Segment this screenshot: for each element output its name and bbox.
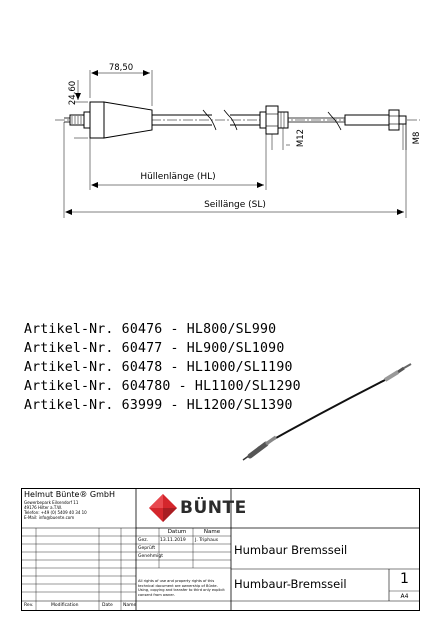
dimension-78-50 bbox=[90, 63, 152, 106]
address-line-2: 49176 Hilter a.T.W. bbox=[24, 505, 62, 510]
article-line-5: Artikel-Nr. 63999 - HL1200/SL1390 bbox=[24, 398, 293, 413]
article-line-2: Artikel-Nr. 60477 - HL900/SL1090 bbox=[24, 341, 285, 356]
row-gen: Genehmigt bbox=[138, 554, 163, 559]
date-label: Date bbox=[102, 603, 113, 608]
brand-name: BÜNTE bbox=[180, 498, 247, 518]
drawing-subtitle: Humbaur-Bremsseil bbox=[234, 577, 347, 591]
dim-78-text: 78,50 bbox=[108, 63, 134, 73]
m8-text: M8 bbox=[412, 131, 422, 145]
rights-notice: All rights of use and property rights of this technical document are ownership of Bünte. Using, copying and transfer to third only explicit consent from owner. bbox=[138, 579, 225, 597]
name-label: Name bbox=[123, 603, 137, 608]
phone-text: Telefon: +49 (0) 5409 40 34 10 bbox=[24, 510, 87, 515]
rev-label: Rev. bbox=[24, 603, 34, 608]
email-text: E-Mail: info@buente.com bbox=[24, 515, 75, 520]
article-line-3: Artikel-Nr. 60478 - HL1000/SL1190 bbox=[24, 360, 293, 375]
break-mark-cable bbox=[328, 112, 341, 130]
cable-right-end bbox=[345, 110, 406, 130]
col-datum: Datum bbox=[167, 529, 187, 535]
paper-format: A4 bbox=[400, 593, 409, 600]
modification-label: Modification bbox=[51, 603, 79, 608]
company-name: Helmut Bünte® GmbH bbox=[24, 490, 116, 499]
gez-date: 13.11.2019 bbox=[160, 538, 186, 543]
dim-24-text: 24,60 bbox=[68, 80, 78, 106]
dimension-hull-length bbox=[90, 134, 266, 190]
article-line-4: Artikel-Nr. 604780 - HL1100/SL1290 bbox=[24, 379, 301, 394]
gez-name: J. Triphaus bbox=[195, 538, 219, 543]
article-list bbox=[24, 320, 301, 415]
dimension-24-60 bbox=[68, 80, 88, 138]
m12-text: M12 bbox=[296, 128, 306, 148]
cable-length-label: Seillänge (SL) bbox=[204, 200, 266, 210]
row-gez: Gez. bbox=[138, 538, 149, 543]
row-gepr: Geprüft bbox=[138, 546, 156, 551]
col-name: Name bbox=[203, 529, 221, 535]
hull-length-label: Hüllenlänge (HL) bbox=[140, 172, 216, 182]
article-line-1: Artikel-Nr. 60476 - HL800/SL990 bbox=[24, 322, 277, 337]
drawing-title: Humbaur Bremsseil bbox=[234, 543, 348, 557]
sheet-number: 1 bbox=[400, 571, 409, 587]
address-line-1: Gewerbepark Eilsendorf 11 bbox=[24, 500, 79, 505]
